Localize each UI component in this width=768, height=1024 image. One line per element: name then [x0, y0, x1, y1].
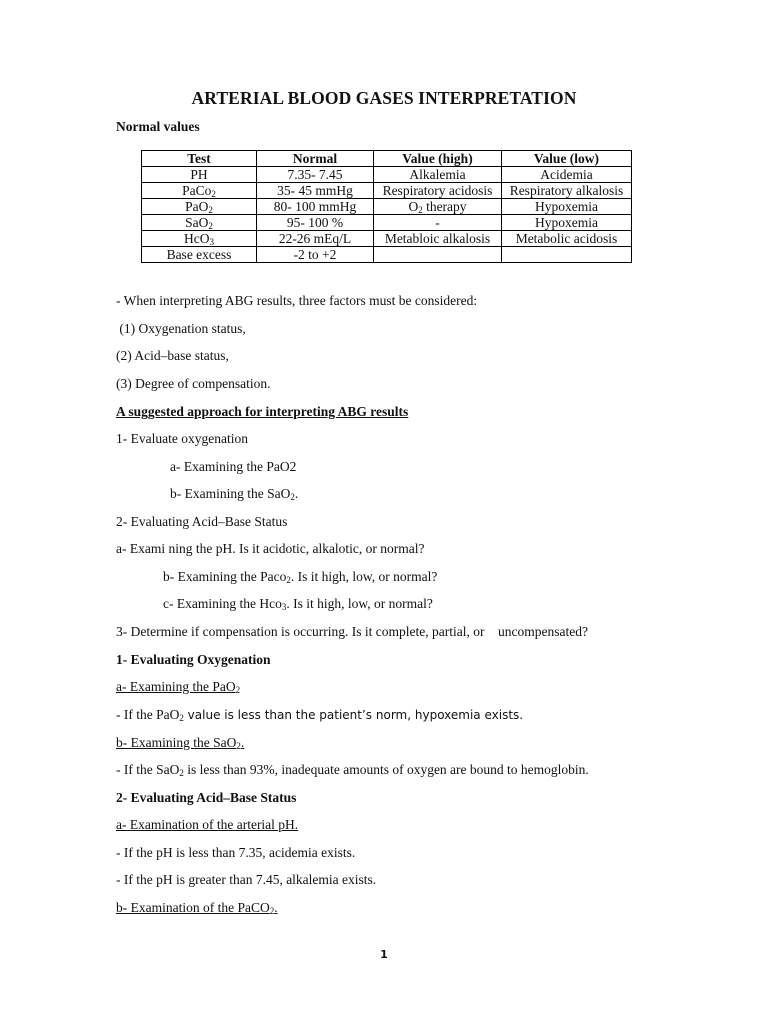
column-header-normal: Normal — [257, 151, 374, 167]
section-2-heading: 2- Evaluating Acid–Base Status — [116, 790, 297, 805]
cell-test: HcO$_3$ — [142, 231, 257, 247]
page-title: ARTERIAL BLOOD GASES INTERPRETATION — [191, 88, 577, 108]
cell-low: Metabolic acidosis — [502, 231, 632, 247]
approach-step-2: 2- Evaluating Acid–Base Status — [116, 514, 288, 529]
cell-test: Base excess — [142, 247, 257, 263]
cell-high — [374, 247, 502, 263]
cell-high: Metabloic alkalosis — [374, 231, 502, 247]
section-1b-title: b- Examining the SaO$_2$. — [116, 735, 245, 751]
approach-step-2c: c- Examining the Hco$_3$. Is it high, low, or normal? — [163, 596, 433, 612]
section-2a-title: a- Examination of the arterial pH. — [116, 817, 299, 832]
normal-values-heading: Normal values — [116, 119, 200, 134]
cell-low: Acidemia — [502, 167, 632, 183]
table-row — [142, 215, 632, 231]
cell-test: PH — [142, 167, 257, 183]
approach-step-1b: b- Examining the SaO$_2$. — [170, 486, 299, 502]
column-header-test: Test — [142, 151, 257, 167]
section-1b-text: - If the SaO$_2$ is less than 93%, inadequate amounts of oxygen are bound to hemoglobin. — [116, 762, 589, 778]
factor-compensation: (3) Degree of compensation. — [116, 376, 271, 391]
table-row — [142, 167, 632, 183]
cell-normal: 7.35- 7.45 — [257, 167, 374, 183]
section-2a-line-1: - If the pH is less than 7.35, acidemia exists. — [116, 845, 356, 860]
cell-test: PaCo$_2$ — [142, 183, 257, 199]
section-2a-line-2: - If the pH is greater than 7.45, alkalemia exists. — [116, 872, 377, 887]
table-row — [142, 247, 632, 263]
table-header-row — [142, 151, 632, 167]
cell-high: $O_2$ therapy — [374, 199, 502, 215]
cell-test: SaO$_2$ — [142, 215, 257, 231]
table-row — [142, 231, 632, 247]
approach-step-1a: a- Examining the PaO2 — [170, 459, 297, 474]
cell-high: Respiratory acidosis — [374, 183, 502, 199]
cell-normal: 35- 45 mmHg — [257, 183, 374, 199]
section-1a-title: a- Examining the PaO$_2$ — [116, 679, 241, 695]
column-header-value-high: Value (high) — [374, 151, 502, 167]
table-row — [142, 199, 632, 215]
normal-values-table — [141, 150, 632, 263]
approach-heading: A suggested approach for interpreting ABG results — [116, 404, 409, 419]
approach-step-3: 3- Determine if compensation is occurring. Is it complete, partial, or uncompensated? — [116, 624, 588, 639]
section-1-heading: 1- Evaluating Oxygenation — [116, 652, 271, 667]
cell-normal: -2 to +2 — [257, 247, 374, 263]
page-number: 1 — [380, 948, 388, 961]
cell-low: Respiratory alkalosis — [502, 183, 632, 199]
cell-normal: 80- 100 mmHg — [257, 199, 374, 215]
cell-high: Alkalemia — [374, 167, 502, 183]
section-1a-text: - If the PaO$_2$ value is less than the patient’s norm, hypoxemia exists. — [116, 707, 524, 723]
section-2b-title: b- Examination of the PaCO$_2$. — [116, 900, 278, 916]
cell-low: Hypoxemia — [502, 215, 632, 231]
factor-acid-base: (2) Acid–base status, — [116, 348, 229, 363]
factor-oxygenation: (1) Oxygenation status, — [116, 321, 246, 336]
approach-step-1: 1- Evaluate oxygenation — [116, 431, 248, 446]
cell-normal: 95- 100 % — [257, 215, 374, 231]
cell-test: PaO$_2$ — [142, 199, 257, 215]
column-header-value-low: Value (low) — [502, 151, 632, 167]
cell-high: - — [374, 215, 502, 231]
table-row — [142, 183, 632, 199]
intro-line: - When interpreting ABG results, three factors must be considered: — [116, 293, 478, 308]
approach-step-2a: a- Exami ning the pH. Is it acidotic, alkalotic, or normal? — [116, 541, 425, 556]
cell-normal: 22-26 mEq/L — [257, 231, 374, 247]
cell-low — [502, 247, 632, 263]
approach-step-2b: b- Examining the Paco$_2$. Is it high, low, or normal? — [163, 569, 438, 585]
cell-low: Hypoxemia — [502, 199, 632, 215]
